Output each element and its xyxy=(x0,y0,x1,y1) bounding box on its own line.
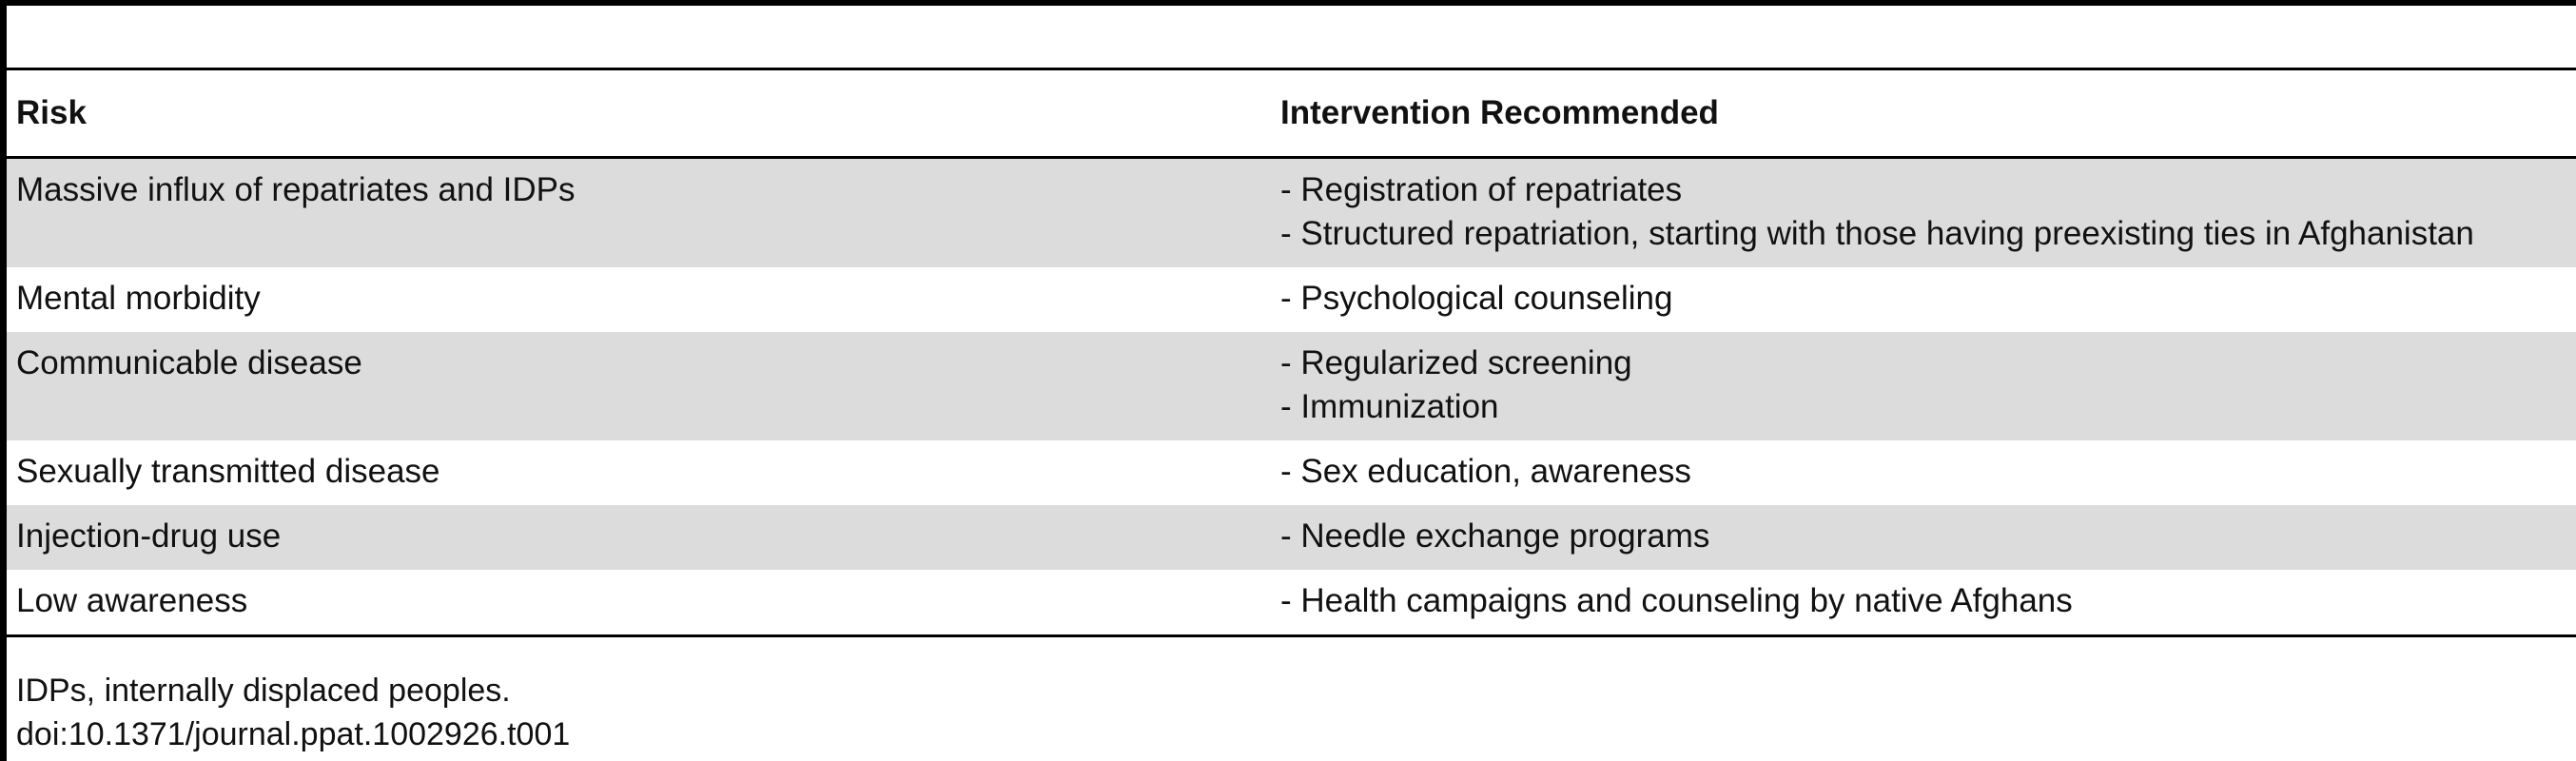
table-row xyxy=(7,440,2576,505)
intervention-item: - Psychological counseling xyxy=(1280,280,1673,317)
intervention-cell xyxy=(1260,570,2576,636)
doi-text: doi:10.1371/journal.ppat.1002926.t001 xyxy=(16,716,571,752)
risk-column-header: Risk xyxy=(16,94,87,131)
table-notes xyxy=(16,669,570,756)
risk-intervention-table xyxy=(7,68,2576,637)
intervention-cell xyxy=(1260,332,2576,440)
intervention-item: - Needle exchange programs xyxy=(1280,517,1710,555)
risk-cell: Communicable disease xyxy=(16,344,362,381)
header-row xyxy=(7,69,2576,158)
intervention-cell xyxy=(1260,267,2576,332)
risk-cell: Mental morbidity xyxy=(16,280,261,317)
left-border xyxy=(0,0,7,761)
table-row xyxy=(7,505,2576,570)
table-row xyxy=(7,332,2576,440)
intervention-item: - Regularized screening xyxy=(1280,344,1632,381)
table-row xyxy=(7,158,2576,268)
table-row xyxy=(7,570,2576,636)
risk-cell: Low awareness xyxy=(16,582,248,619)
intervention-item: - Immunization xyxy=(1280,388,1499,425)
intervention-item: - Registration of repatriates xyxy=(1280,171,1683,208)
table-container xyxy=(7,68,2576,637)
risk-cell: Sexually transmitted disease xyxy=(16,453,440,490)
footnote: IDPs, internally displaced peoples. xyxy=(16,673,511,709)
intervention-cell xyxy=(1260,440,2576,505)
intervention-item: - Health campaigns and counseling by native Afghans xyxy=(1280,582,2073,619)
intervention-cell xyxy=(1260,505,2576,570)
risk-cell: Injection-drug use xyxy=(16,517,282,555)
top-rule xyxy=(7,0,2576,6)
table-row xyxy=(7,267,2576,332)
risk-cell: Massive influx of repatriates and IDPs xyxy=(16,171,576,208)
intervention-item: - Sex education, awareness xyxy=(1280,453,1691,490)
intervention-item: - Structured repatriation, starting with those having preexisting ties in Afghanistan xyxy=(1280,215,2474,252)
intervention-column-header: Intervention Recommended xyxy=(1280,94,1719,131)
intervention-cell xyxy=(1260,158,2576,268)
